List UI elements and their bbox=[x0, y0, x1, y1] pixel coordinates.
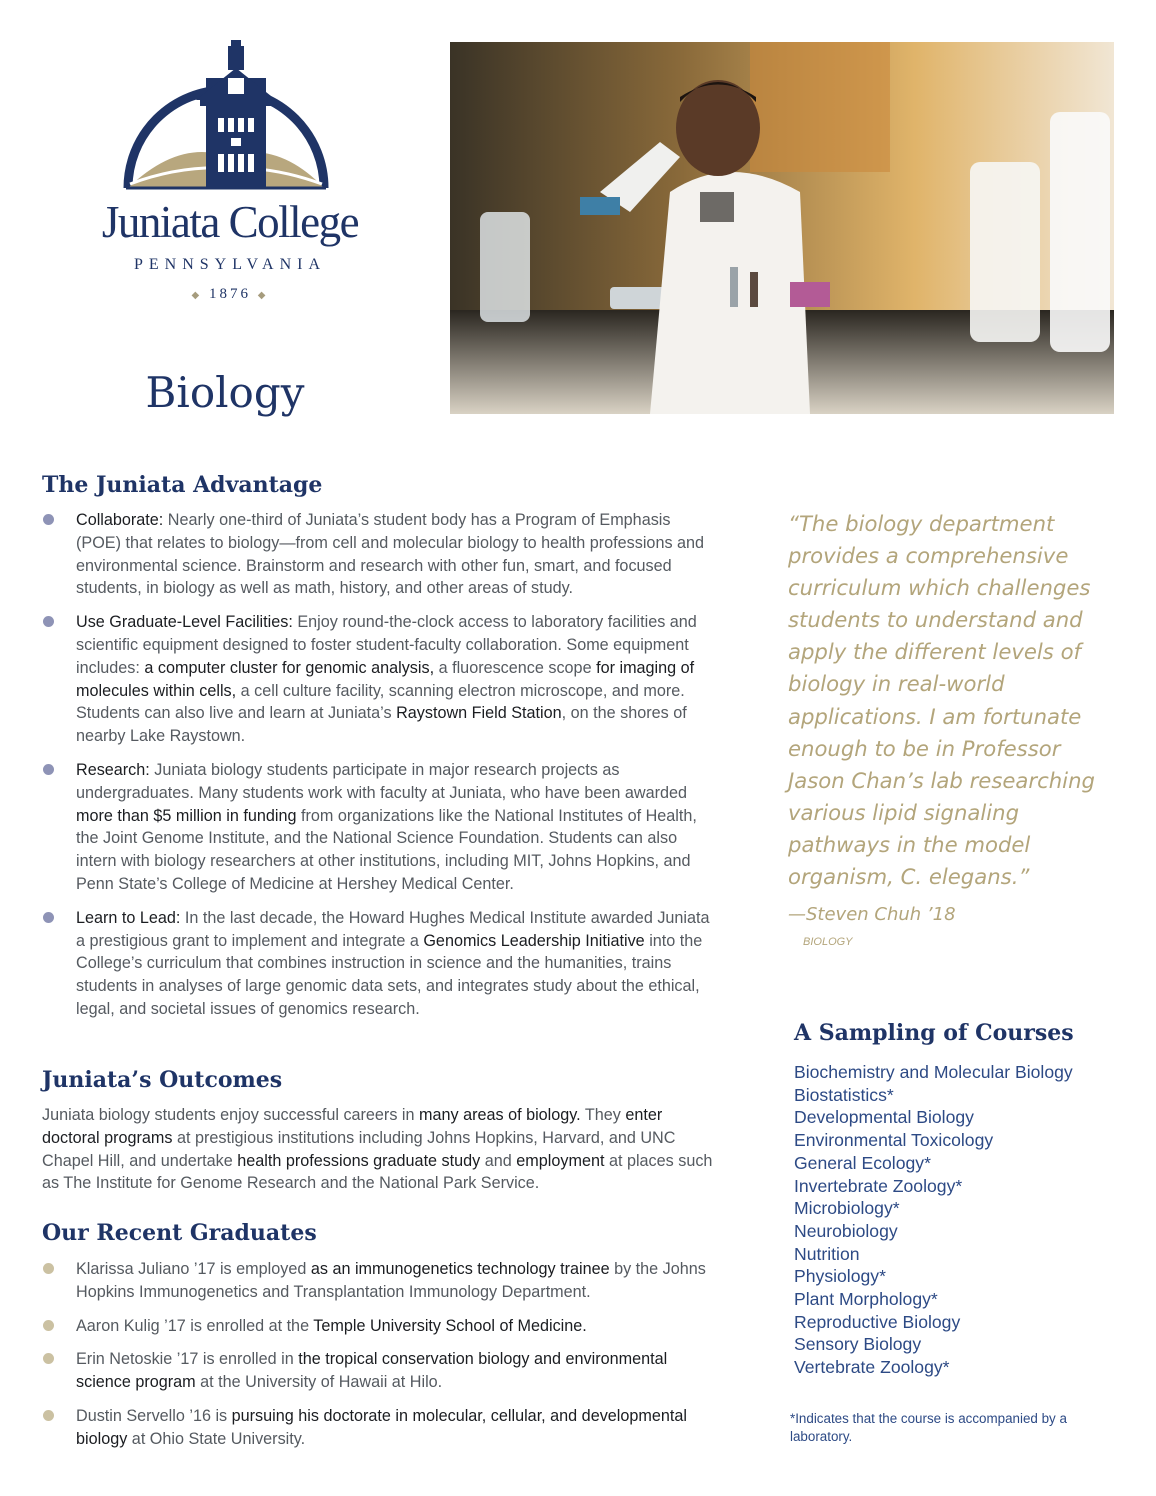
advantage-heading: The Juniata Advantage bbox=[42, 472, 323, 498]
course-item: Developmental Biology bbox=[794, 1107, 974, 1128]
outcomes-paragraph: Juniata biology students enjoy successful careers in many areas of biology. They enter doctoral programs at prestigious institutions including Johns Hopkins, Harvard, and UNC Chapel Hill, and undertake health professions graduate study and employment at places such as The Institute for Genome Research and the National Park Service. bbox=[42, 1106, 713, 1193]
bullet-icon bbox=[43, 1320, 54, 1331]
graduates-list bbox=[42, 1258, 714, 1462]
quote-department: BIOLOGY bbox=[803, 936, 853, 948]
quote-author: —Steven Chuh ’18 bbox=[788, 904, 956, 925]
course-item: Environmental Toxicology bbox=[794, 1130, 994, 1151]
list-item: Klarissa Juliano ’17 is employed as an immunogenetics technology trainee by the Johns Hopkins Immunogenetics and Transplantation Immunology Department. bbox=[42, 1258, 714, 1304]
list-item: Learn to Lead: In the last decade, the Howard Hughes Medical Institute awarded Juniata a prestigious grant to implement and integrate a Genomics Leadership Initiative into the College’s curriculum that combines instruction in science and the humanities, trains students in analyses of large genomic data sets, and integrates study about the ethical, legal, and societal issues of genomics research. bbox=[42, 907, 714, 1021]
course-item: Microbiology* bbox=[794, 1198, 900, 1219]
bullet-icon bbox=[43, 1263, 54, 1274]
student-quote: “The biology department provides a comprehensive curriculum which challenges students to understand and apply the different levels of biology in real-world applications. I am fortunate enough to be in Professor Jason Chan’s lab researching various lipid signaling pathways in the model organism, C. elegans.” bbox=[788, 511, 1095, 890]
list-item: Dustin Servello ’16 is pursuing his doctorate in molecular, cellular, and developmental biology at Ohio State University. bbox=[42, 1405, 714, 1451]
department-title: Biology bbox=[145, 368, 305, 417]
course-item: Neurobiology bbox=[794, 1220, 898, 1241]
bullet-icon bbox=[43, 616, 54, 627]
course-item: Sensory Biology bbox=[794, 1334, 922, 1355]
list-item: Use Graduate-Level Facilities: Enjoy round-the-clock access to laboratory facilities and scientific equipment designed to foster student-faculty collaboration. Some equipment includes: a computer cluster for genomic analysis, a fluorescence scope for imaging of molecules within cells, a cell culture facility, scanning electron microscope, and more. Students can also live and learn at Juniata’s Raystown Field Station, on the shores of nearby Lake Raystown. bbox=[42, 611, 714, 748]
bullet-icon bbox=[43, 1353, 54, 1364]
bullet-icon bbox=[43, 764, 54, 775]
diamond-ornament-icon: ◆ bbox=[191, 290, 203, 301]
bullet-icon bbox=[43, 912, 54, 923]
outcomes-heading: Juniata’s Outcomes bbox=[42, 1067, 283, 1093]
bullet-icon bbox=[43, 1410, 54, 1421]
list-item: Collaborate: Nearly one-third of Juniata’s student body has a Program of Emphasis (POE) that relates to biology—from cell and molecular biology to health professions and environmental science. Brainstorm and research with other fun, smart, and focused students, in biology as well as math, history, and other areas of study. bbox=[42, 509, 714, 600]
course-item: Biochemistry and Molecular Biology bbox=[794, 1062, 1073, 1082]
course-item: Vertebrate Zoology* bbox=[794, 1357, 950, 1378]
course-item: Reproductive Biology bbox=[794, 1311, 961, 1332]
list-item: Erin Netoskie ’17 is enrolled in the tropical conservation biology and environmental science program at the University of Hawaii at Hilo. bbox=[42, 1348, 714, 1394]
course-item: Biostatistics* bbox=[794, 1084, 894, 1105]
course-item: Nutrition bbox=[794, 1243, 860, 1264]
bullet-icon bbox=[43, 514, 54, 525]
list-item: Aaron Kulig ’17 is enrolled at the Temple University School of Medicine. bbox=[42, 1315, 714, 1338]
course-item: Physiology* bbox=[794, 1266, 886, 1287]
course-item: Invertebrate Zoology* bbox=[794, 1175, 963, 1196]
course-item: General Ecology* bbox=[794, 1152, 931, 1173]
founding-year: 1876 bbox=[209, 286, 251, 302]
hero-lab-photo bbox=[450, 42, 1114, 414]
logo-year bbox=[40, 286, 420, 303]
list-item: Research: Juniata biology students participate in major research projects as undergraduates. Many students work with faculty at Juniata, who have been awarded more than $5 million in funding from organizations like the National Institutes of Health, the Joint Genome Institute, and the National Science Foundation. Students can also intern with biology researchers at other institutions, including MIT, Johns Hopkins, and Penn State’s College of Medicine at Hershey Medical Center. bbox=[42, 759, 714, 896]
courses-footnote: *Indicates that the course is accompanied by a laboratory. bbox=[790, 1411, 1067, 1444]
diamond-ornament-icon: ◆ bbox=[257, 290, 269, 301]
logo-state: PENNSYLVANIA bbox=[133, 256, 327, 273]
graduates-heading: Our Recent Graduates bbox=[42, 1220, 317, 1246]
courses-list bbox=[794, 1061, 1073, 1379]
logo-wordmark: Juniata College bbox=[101, 197, 359, 247]
course-item: Plant Morphology* bbox=[794, 1289, 938, 1310]
courses-heading: A Sampling of Courses bbox=[794, 1020, 1074, 1046]
advantage-list bbox=[42, 509, 714, 1032]
